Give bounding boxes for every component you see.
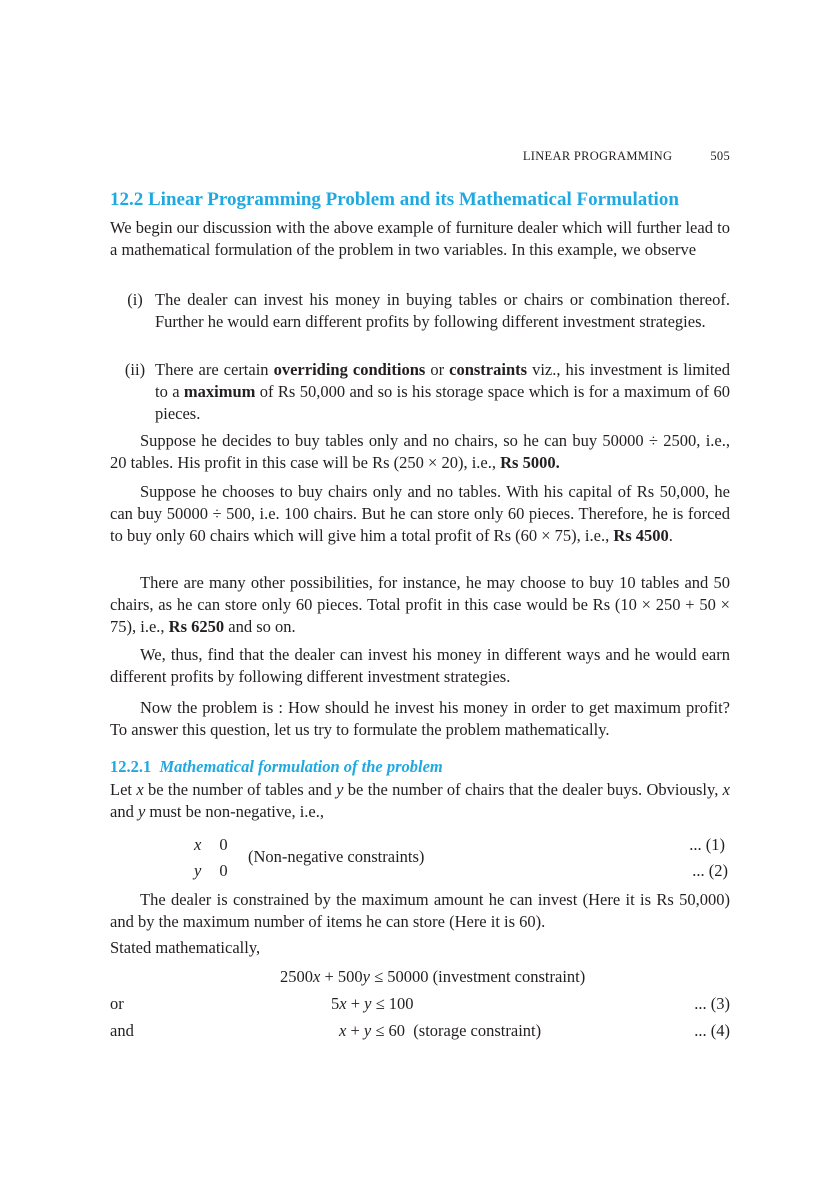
bold-term: Rs 6250 xyxy=(168,617,225,636)
subsection-title xyxy=(110,757,443,777)
math-term: ≤ 100 xyxy=(371,994,414,1013)
list-item-number: (i) xyxy=(127,290,143,309)
equation-2 xyxy=(194,861,228,881)
intro-paragraph: We begin our discussion with the above example of furniture dealer which will further lead to a mathematical formulation of the problem in two variables. In this example, we observe xyxy=(110,218,730,259)
math-var: x xyxy=(194,835,202,854)
math-var: y xyxy=(363,1021,372,1040)
or-word: or xyxy=(110,994,124,1013)
math-term: ≤ 50000 (investment constraint) xyxy=(369,967,586,986)
paragraph-constrained: The dealer is constrained by the maximum amount he can invest (Here it is Rs 50,000) and by the maximum number of items he can store (Here it is 60). xyxy=(110,890,730,931)
text-run: Suppose he decides to buy tables only and no chairs, so he can buy 50000 ÷ 2500, i.e., 20 tables. His profit in this case will be Rs (250 × 20), i.e., xyxy=(110,431,730,472)
equation-1 xyxy=(194,835,228,855)
page xyxy=(110,0,730,1200)
page-number: 505 xyxy=(710,149,730,163)
text-run: be the number of tables and xyxy=(143,780,337,799)
math-term: + xyxy=(346,994,365,1013)
paragraph-chairs-only xyxy=(110,481,730,547)
math-var: x xyxy=(722,780,730,799)
math-term: + xyxy=(346,1021,364,1040)
math-var: x xyxy=(339,1021,347,1040)
text-run: and so on. xyxy=(224,617,296,636)
text-run: or xyxy=(425,360,450,379)
math-term: + 500 xyxy=(320,967,363,986)
bold-term: Rs 4500 xyxy=(613,526,669,545)
nonneg-label: (Non-negative constraints) xyxy=(248,847,425,866)
paragraph-other-possibilities xyxy=(110,572,730,638)
text-run: of Rs 50,000 and so is his storage space which is for a maximum of 60 pieces. xyxy=(155,382,730,423)
math-term: 5 xyxy=(331,994,340,1013)
paragraph-the-problem: Now the problem is : How should he invest his money in order to get maximum profit? To answer this question, let us try to formulate the problem mathematically. xyxy=(110,698,730,739)
section-title: 12.2 Linear Programming Problem and its Mathematical Formulation xyxy=(110,189,679,210)
equation-investment xyxy=(280,967,585,987)
text-run: There are certain xyxy=(155,360,274,379)
text-run: There are many other possibilities, for instance, he may choose to buy 10 tables and 50 chairs, as he can store only 60 pieces. Total profit in this case would be Rs (10 × 250 + 50 × 75), i.e., xyxy=(110,573,730,636)
list-item-text xyxy=(155,359,730,425)
paragraph-tables-only xyxy=(110,430,730,474)
math-var: y xyxy=(364,994,372,1013)
math-term: 2500 xyxy=(280,967,313,986)
equation-2-tag: ... (2) xyxy=(692,861,728,880)
math-term: ≤ 60 (storage constraint) xyxy=(371,1021,542,1040)
text-run: Let xyxy=(110,780,137,799)
paragraph-stated-mathematically: Stated mathematically, xyxy=(110,938,261,957)
math-var: y xyxy=(362,967,370,986)
math-value: 0 xyxy=(219,835,228,854)
bold-term: overriding conditions xyxy=(273,360,426,379)
equation-3-tag: ... (3) xyxy=(694,994,730,1013)
text-run: viz., his investment is limited to a xyxy=(155,360,731,401)
and-word: and xyxy=(110,1021,134,1040)
equation-4-tag: ... (4) xyxy=(694,1021,730,1040)
math-var: x xyxy=(313,967,321,986)
equation-1-tag: ... (1) xyxy=(689,835,725,854)
running-header xyxy=(523,149,730,164)
bold-term: constraints xyxy=(449,360,528,379)
equation-3 xyxy=(331,994,414,1014)
subsection-number: 12.2.1 xyxy=(110,757,152,776)
bold-term: maximum xyxy=(183,382,256,401)
running-title: LINEAR PROGRAMMING xyxy=(522,149,673,163)
text-run: must be non-negative, i.e., xyxy=(145,802,324,821)
paragraph-let-x-y xyxy=(110,779,730,823)
bold-term: Rs 5000. xyxy=(500,453,560,472)
list-item-text: The dealer can invest his money in buying tables or chairs or combination thereof. Further he would earn different profits by following different investment strategies. xyxy=(155,290,730,331)
math-value: 0 xyxy=(219,861,228,880)
text-run: be the number of chairs that the dealer buys. Obviously, xyxy=(343,780,723,799)
equation-4 xyxy=(339,1021,541,1041)
math-var: y xyxy=(194,861,202,880)
math-var: x xyxy=(339,994,347,1013)
text-run: Suppose he chooses to buy chairs only and no tables. With his capital of Rs 50,000, he can buy 50000 ÷ 500, i.e. 100 chairs. But he can store only 60 pieces. Therefore, he is forced to buy only 60 chairs which will give him a total profit of Rs (60 × 75), i.e., xyxy=(110,482,730,545)
text-run: . xyxy=(668,526,673,545)
paragraph-different-ways: We, thus, find that the dealer can invest his money in different ways and he would earn different profits by following different investment strategies. xyxy=(110,645,730,686)
list-item-number: (ii) xyxy=(124,360,146,379)
math-var: y xyxy=(137,802,146,821)
math-var: y xyxy=(336,780,344,799)
math-var: x xyxy=(136,780,144,799)
text-run: and xyxy=(110,802,138,821)
subsection-title-text: Mathematical formulation of the problem xyxy=(159,757,443,776)
